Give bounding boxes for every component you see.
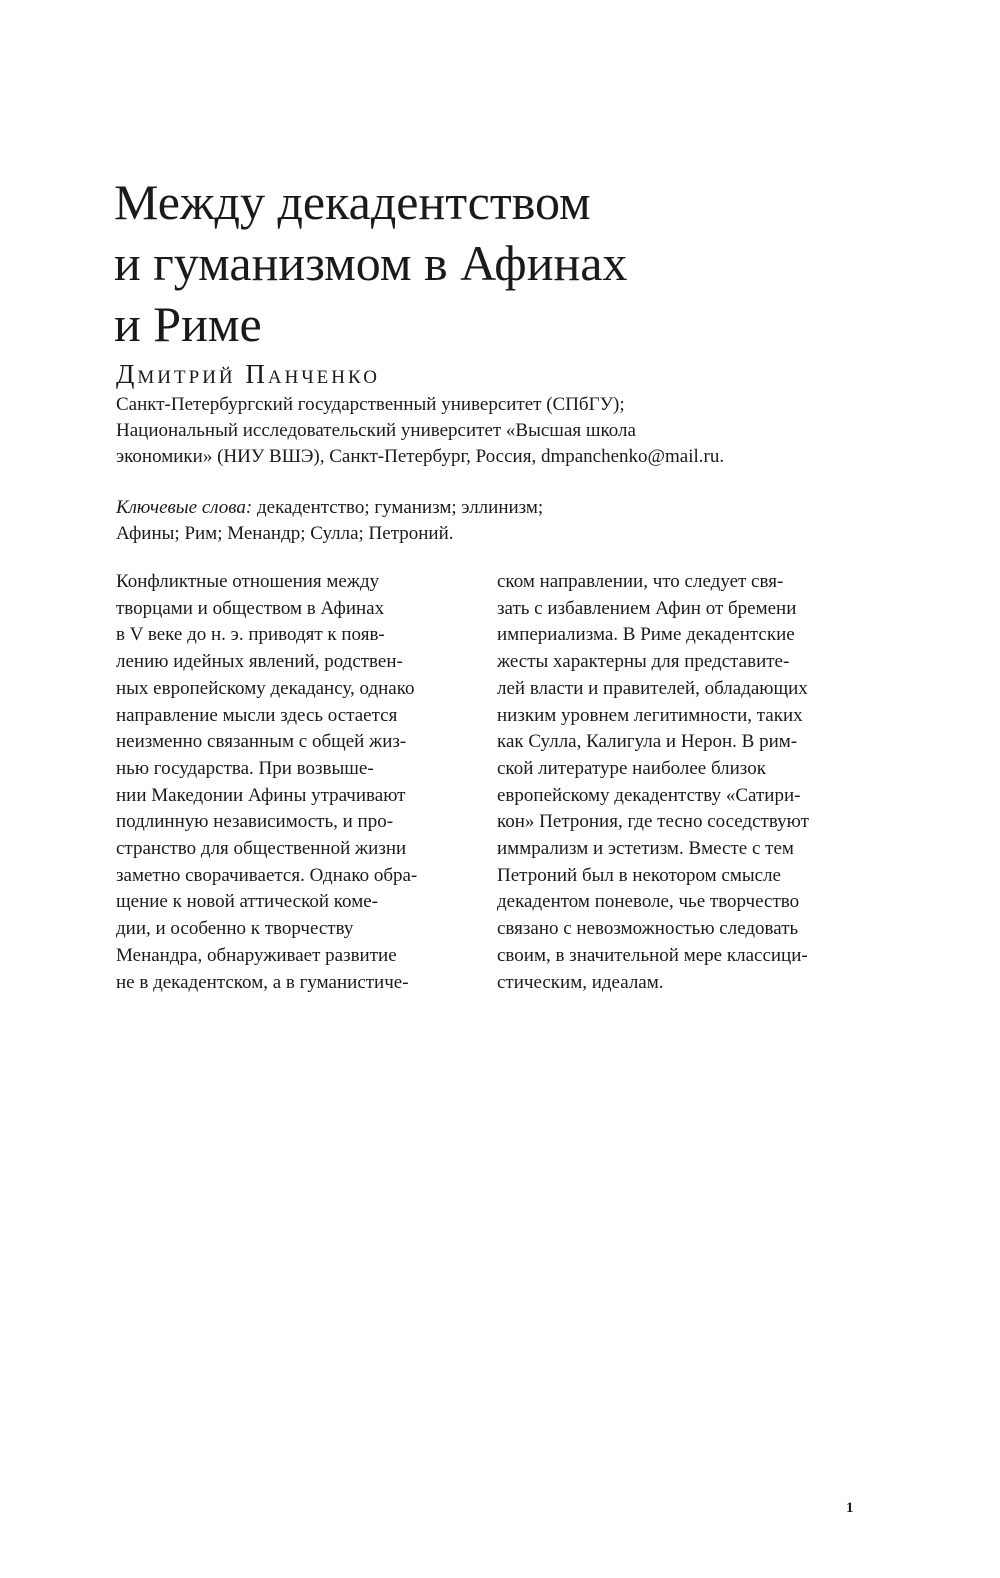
abstract-line: заметно сворачивается. Однако обра- bbox=[116, 864, 418, 886]
abstract-right-column bbox=[497, 569, 877, 996]
abstract-left-column bbox=[116, 569, 476, 996]
keywords-label: Ключевые слова: bbox=[116, 497, 253, 518]
abstract-line: ской литературе наиболее близок bbox=[497, 757, 766, 779]
title-line: и Риме bbox=[114, 296, 262, 352]
abstract-line: Петроний был в некотором смысле bbox=[497, 864, 781, 886]
title-line: и гуманизмом в Афинах bbox=[114, 235, 628, 291]
abstract-line: лению идейных явлений, родствен- bbox=[116, 651, 403, 673]
abstract-line: не в декадентском, а в гуманистиче- bbox=[116, 971, 409, 993]
title-line: Между декадентством bbox=[114, 174, 591, 230]
page-number: 1 bbox=[846, 1500, 854, 1516]
article-title bbox=[114, 172, 834, 355]
abstract-line: стическим, идеалам. bbox=[497, 971, 664, 993]
abstract-line: как Сулла, Калигула и Нерон. В рим- bbox=[497, 731, 798, 753]
abstract-line: в V веке до н. э. приводят к появ- bbox=[116, 624, 385, 646]
abstract-line: лей власти и правителей, обладающих bbox=[497, 677, 808, 699]
author-affiliation bbox=[116, 392, 876, 470]
abstract-line: зать с избавлением Афин от бремени bbox=[497, 597, 797, 619]
abstract-line: низким уровнем легитимности, таких bbox=[497, 704, 803, 726]
abstract-line: подлинную независимость, и про- bbox=[116, 811, 394, 833]
affiliation-line: Национальный исследовательский университет «Высшая школа bbox=[116, 420, 636, 441]
abstract-line: нью государства. При возвыше- bbox=[116, 757, 374, 779]
abstract-line: европейскому декадентству «Сатири- bbox=[497, 784, 801, 806]
abstract-line: ных европейскому декадансу, однако bbox=[116, 677, 415, 699]
affiliation-line: Санкт-Петербургский государственный университет (СПбГУ); bbox=[116, 394, 625, 415]
abstract-line: кон» Петрония, где тесно соседствуют bbox=[497, 811, 809, 833]
abstract-line: дии, и особенно к творчеству bbox=[116, 918, 354, 940]
abstract-line: ском направлении, что следует свя- bbox=[497, 571, 784, 592]
affiliation-line: экономики» (НИУ ВШЭ), Санкт-Петербург, Россия, dmpanchenko@mail.ru. bbox=[116, 446, 725, 467]
abstract-line: иммрализм и эстетизм. Вместе с тем bbox=[497, 838, 794, 860]
abstract-line: странство для общественной жизни bbox=[116, 838, 407, 860]
keywords-line: Афины; Рим; Менандр; Сулла; Петроний. bbox=[116, 523, 454, 544]
abstract-line: щение к новой аттической коме- bbox=[116, 891, 378, 913]
abstract-line: нии Македонии Афины утрачивают bbox=[116, 784, 406, 806]
abstract-line: Конфликтные отношения между bbox=[116, 571, 380, 592]
abstract-line: связано с невозможностью следовать bbox=[497, 918, 799, 940]
abstract-line: направление мысли здесь остается bbox=[116, 704, 398, 726]
keywords-line bbox=[116, 495, 876, 521]
abstract-line: империализма. В Риме декадентские bbox=[497, 624, 795, 646]
keywords bbox=[116, 495, 876, 547]
abstract-line: Менандра, обнаруживает развитие bbox=[116, 944, 397, 966]
abstract-line: жесты характерны для представите- bbox=[497, 651, 790, 673]
abstract-line: декадентом поневоле, чье творчество bbox=[497, 891, 800, 913]
keywords-list: декадентство; гуманизм; эллинизм; bbox=[252, 497, 544, 518]
abstract-line: творцами и обществом в Афинах bbox=[116, 597, 385, 619]
author-name: Дмитрий Панченко bbox=[116, 359, 380, 389]
abstract-line: своим, в значительной мере классици- bbox=[497, 944, 808, 966]
abstract-line: неизменно связанным с общей жиз- bbox=[116, 731, 407, 753]
